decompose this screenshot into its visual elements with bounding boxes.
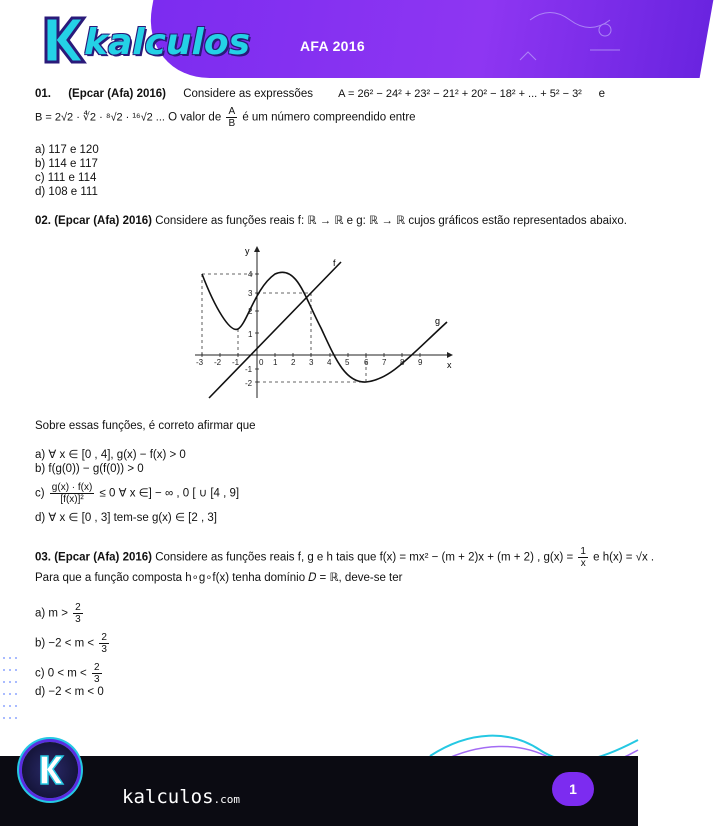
q3-option-b-num: 2 (101, 632, 107, 643)
q1-line2 (35, 106, 416, 129)
q1-conjunction: e (598, 88, 605, 100)
q3-text-end: e h(x) = √x . (593, 551, 655, 564)
q2-line1 (35, 213, 627, 227)
q1-ask-post: é um número compreendido entre (242, 111, 416, 124)
page-title: AFA 2016 (300, 38, 365, 54)
q1-intro: Considere as expressões (183, 88, 313, 100)
q2-option-b: b) f(g(0)) − g(f(0)) > 0 (35, 463, 144, 475)
q3-option-a-num: 2 (75, 602, 81, 613)
x-axis-label: x (447, 360, 452, 370)
x-tick-9: 9 (418, 358, 423, 367)
x-tick-1: 1 (273, 358, 278, 367)
q2-option-c-text: ≤ 0 ∀ x ∈] − ∞ , 0 [ ∪ [4 , 9] (99, 487, 240, 500)
q2-source: (Epcar (Afa) 2016) (54, 215, 152, 227)
q1-ask-pre: O valor de (168, 111, 222, 124)
y-tick-1: 1 (248, 330, 253, 339)
q3-option-a-den: 3 (75, 614, 81, 625)
q2-number: 02. (35, 215, 51, 227)
q3-g-num: 1 (580, 546, 586, 557)
q2-statement: Sobre essas funções, é correto afirmar que (35, 420, 256, 432)
brand-name: kalculos (84, 22, 251, 63)
q2-option-c (35, 482, 239, 505)
footer-site-suffix: .com (213, 793, 241, 806)
x-axis-arrow (447, 352, 453, 358)
q1-line1 (35, 88, 605, 100)
x-tick-neg3: -3 (196, 358, 204, 367)
g-label: g (435, 316, 441, 326)
q3-option-c (35, 662, 104, 685)
footer (0, 756, 638, 826)
footer-logo-icon (22, 742, 78, 798)
y-tick-2: 2 (248, 307, 253, 316)
q3-option-c-fraction (92, 662, 102, 685)
x-tick-0: 0 (259, 358, 264, 367)
y-axis-label: y (245, 246, 250, 256)
q2-option-d: d) ∀ x ∈ [0 , 3] tem-se g(x) ∈ [2 , 3] (35, 512, 217, 524)
q3-option-c-den: 3 (93, 674, 100, 685)
x-tick-2: 2 (291, 358, 296, 367)
q1-option-d: d) 108 e 111 (35, 186, 98, 198)
y-tick-3: 3 (248, 289, 253, 298)
q3-number: 03. (35, 551, 51, 564)
q3-option-a-fraction (73, 602, 83, 625)
header-math-doodles (420, 0, 638, 78)
q2-option-a: a) ∀ x ∈ [0 , 4], g(x) − f(x) > 0 (35, 449, 186, 461)
q1-expression-b: B = 2√2 · ∜2 · ⁸√2 · ¹⁶√2 ... (35, 111, 165, 124)
q1-frac-den: B (228, 118, 236, 129)
q1-number: 01. (35, 88, 51, 100)
q3-option-b-den: 3 (101, 644, 107, 655)
q2-function-graph (185, 238, 463, 406)
q3-g-fraction (578, 546, 588, 569)
q2-text: Considere as funções reais f: ℝ → ℝ e g: ℝ → ℝ cujos gráficos estão representados abaixo. (155, 215, 627, 227)
y-tick-neg2: -2 (245, 379, 253, 388)
y-tick-neg1: -1 (245, 365, 253, 374)
x-tick-neg1: -1 (232, 358, 240, 367)
q1-option-a: a) 117 e 120 (35, 144, 99, 156)
x-tick-4: 4 (327, 358, 332, 367)
q1-option-c: c) 111 e 114 (35, 172, 97, 184)
q3-option-b-fraction (99, 632, 109, 655)
footer-k-icon (22, 742, 78, 798)
x-tick-5: 5 (345, 358, 350, 367)
q1-fraction (226, 106, 237, 129)
q1-expression-a: A = 26² − 24² + 23² − 21² + 20² − 18² + ... + 5² − 3² (338, 88, 582, 100)
footer-site (122, 786, 240, 808)
q3-option-d: d) −2 < m < 0 (35, 686, 104, 698)
brand-logo (26, 10, 251, 72)
q1-source: (Epcar (Afa) 2016) (68, 88, 166, 100)
q3-option-b (35, 632, 111, 655)
page-number: 1 (552, 772, 594, 806)
q2-option-c-num: g(x) · f(x) (51, 482, 93, 493)
q2-option-c-label: c) (35, 487, 45, 500)
x-tick-7: 7 (382, 358, 387, 367)
q3-source: (Epcar (Afa) 2016) (54, 551, 152, 564)
q3-g-den: x (580, 558, 586, 569)
f-label: f (333, 258, 336, 268)
x-tick-6: 6 (364, 358, 369, 367)
y-axis-arrow (254, 246, 260, 252)
q3-option-c-label: c) 0 < m < (35, 667, 87, 680)
q3-line1 (35, 546, 654, 569)
x-tick-neg2: -2 (214, 358, 222, 367)
x-tick-8: 8 (400, 358, 405, 367)
q2-option-c-den: [f(x)]² (60, 494, 84, 505)
q1-option-b: b) 114 e 117 (35, 158, 98, 170)
q3-option-b-label: b) −2 < m < (35, 637, 95, 650)
k-logo-icon (40, 14, 86, 66)
header (0, 0, 638, 78)
y-tick-4: 4 (248, 270, 253, 279)
footer-site-name: kalculos (122, 786, 214, 808)
q3-option-a (35, 602, 85, 625)
q3-option-a-label: a) m > (35, 607, 68, 620)
q3-text: Considere as funções reais f, g e h tais que f(x) = mx² − (m + 2)x + (m + 2) , g(x) = (155, 551, 574, 564)
q1-frac-num: A (228, 106, 236, 117)
q3-option-c-num: 2 (93, 662, 100, 673)
q3-line2: Para que a função composta h∘g∘f(x) tenha domínio 𝐷 = ℝ, deve-se ter (35, 572, 403, 584)
q2-option-c-fraction (50, 482, 95, 505)
x-tick-3: 3 (309, 358, 314, 367)
